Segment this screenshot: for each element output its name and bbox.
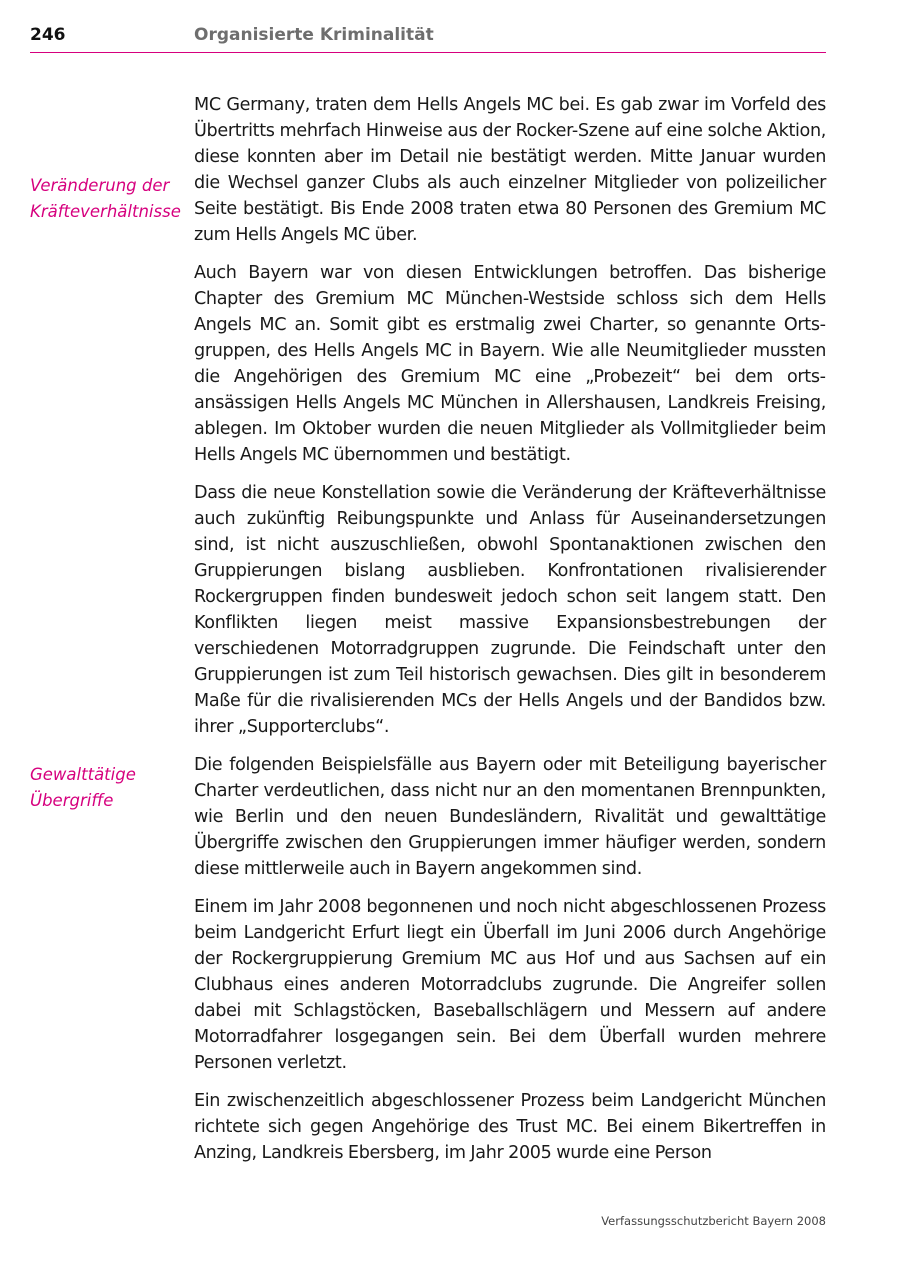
paragraph: Die folgenden Beispielsfälle aus Bayern oder mit Beteiligung bayerischer Charter verdeutlichen, dass nicht nur an den momentanen Brennpunkten, wie Berlin und den neuen Bundesländern, Rivalität und gewalttätige Übergriffe zwischen den Gruppierungen immer häufiger werden, sondern diese mittlerweile auch in Bayern angekommen sind. xyxy=(194,755,826,879)
body-text xyxy=(194,92,826,1178)
sidenote-line: Übergriffe xyxy=(30,791,114,810)
running-title: Organisierte Kriminalität xyxy=(194,25,434,45)
sidenote-line: Gewalttätige xyxy=(30,765,136,784)
sidenote-line: Veränderung der xyxy=(30,176,170,195)
page-number: 246 xyxy=(30,25,66,45)
sidenote-uebergriffe xyxy=(30,762,180,814)
paragraph: Ein zwischenzeitlich abgeschlossener Prozess beim Landgericht München richtete sich gegen Angehörige des Trust MC. Bei einem Bikertreffen in Anzing, Landkreis Ebersberg, im Jahr 2005 wurde eine Person xyxy=(194,1091,826,1163)
paragraph: Dass die neue Konstellation sowie die Veränderung der Kräfteverhältnisse auch zukünftig Reibungspunkte und Anlass für Auseinandersetzungen sind, ist nicht auszuschließen, obwohl Spontanaktionen zwischen den Gruppierungen bislang ausblieben. Konfrontationen rivalisierender Rockergruppen finden bundesweit jedoch schon seit langem statt. Den Konflikten liegen meist massive Expansionsbestrebungen der verschiedenen Motorradgruppen zugrunde. Die Feindschaft unter den Gruppierungen ist zum Teil historisch gewachsen. Dies gilt in besonderem Maße für die rivalisierenden MCs der Hells Angels und der Bandidos bzw. ihrer „Supporterclubs“. xyxy=(194,483,826,737)
page-header xyxy=(30,24,826,53)
sidenote-line: Kräfteverhältnisse xyxy=(30,202,181,221)
paragraph: Auch Bayern war von diesen Entwicklungen betroffen. Das bisherige Chapter des Gremium MC München-Westside schloss sich dem Hells Angels MC an. Somit gibt es erstmalig zwei Charter, so genannte Ortsgruppen, des Hells Angels MC in Bayern. Wie alle Neumitglieder mussten die Angehörigen des Gremium MC eine „Probezeit“ bei dem ortsansässigen Hells Angels MC München in Allershausen, Landkreis Freising, ablegen. Im Oktober wurden die neuen Mitglieder als Vollmitglieder beim Hells Angels MC übernommen und bestätigt. xyxy=(194,263,826,465)
sidenote-kraefteverhaeltnisse xyxy=(30,173,180,225)
page-footer: Verfassungsschutzbericht Bayern 2008 xyxy=(601,1214,826,1228)
paragraph: MC Germany, traten dem Hells Angels MC bei. Es gab zwar im Vorfeld des Übertritts mehrfach Hinweise aus der Rocker-Szene auf eine solche Aktion, diese konnten aber im Detail nie bestätigt werden. Mitte Januar wurden die Wechsel ganzer Clubs als auch einzelner Mitglieder von polizeilicher Seite bestätigt. Bis Ende 2008 traten etwa 80 Personen des Gremium MC zum Hells Angels MC über. xyxy=(194,95,826,245)
paragraph: Einem im Jahr 2008 begonnenen und noch nicht abgeschlossenen Prozess beim Landgericht Erfurt liegt ein Überfall im Juni 2006 durch Angehörige der Rockergruppierung Gremium MC aus Hof und aus Sachsen auf ein Clubhaus eines anderen Motorradclubs zugrunde. Die Angreifer sollen dabei mit Schlagstöcken, Baseballschlägern und Messern auf andere Motorradfahrer losgegangen sein. Bei dem Überfall wurden mehrere Personen verletzt. xyxy=(194,897,826,1073)
